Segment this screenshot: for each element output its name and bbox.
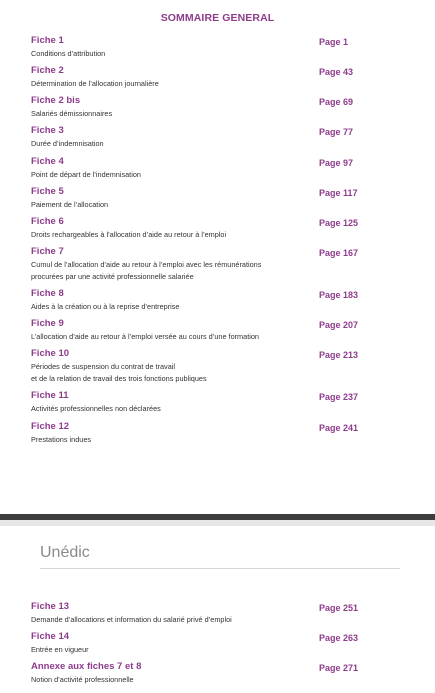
page-gap (0, 520, 435, 526)
toc-entry-description: Notion d’activité professionnelle (31, 675, 134, 684)
toc-entry-title[interactable]: Fiche 6 (31, 216, 64, 227)
toc-entry-title[interactable]: Fiche 4 (31, 156, 64, 167)
toc-entry-description: Cumul de l’allocation d’aide au retour à l’emploi avec les rémunérations (31, 260, 262, 269)
toc-entry[interactable] (31, 348, 361, 384)
toc-entry-title[interactable]: Fiche 13 (31, 601, 70, 612)
toc-entry-title[interactable]: Fiche 8 (31, 288, 64, 299)
toc-entry[interactable] (31, 95, 361, 120)
toc-page-number[interactable]: Page 237 (319, 391, 359, 402)
toc-page-number[interactable]: Page 241 (319, 422, 359, 433)
toc-entry-title[interactable]: Fiche 1 (31, 35, 64, 46)
toc-page-number[interactable]: Page 77 (319, 126, 354, 137)
toc-entry-description: Entrée en vigueur (31, 645, 89, 654)
toc-entry-description: Prestations indues (31, 435, 92, 444)
toc-page-number[interactable]: Page 69 (319, 96, 354, 107)
toc-entry-title[interactable]: Annexe aux fiches 7 et 8 (31, 661, 142, 672)
toc-entry[interactable] (31, 601, 361, 626)
header-rule (40, 568, 400, 569)
toc-entry-description: Activités professionnelles non déclarées (31, 404, 161, 413)
toc-entry-title[interactable]: Fiche 9 (31, 318, 64, 329)
toc-entry-description: Aides à la création ou à la reprise d’entreprise (31, 302, 180, 311)
toc-entry[interactable] (31, 186, 361, 211)
toc-page-number[interactable]: Page 167 (319, 247, 359, 258)
toc-entry-description: L’allocation d’aide au retour à l’emploi versée au cours d’une formation (31, 332, 259, 341)
toc-entry-description: procurées par une activité professionnelle salariée (31, 271, 194, 281)
toc-page-number[interactable]: Page 263 (319, 632, 359, 643)
toc-page-number[interactable]: Page 43 (319, 66, 354, 77)
toc-entry-title[interactable]: Fiche 7 (31, 246, 64, 257)
toc-entry-title[interactable]: Fiche 14 (31, 631, 70, 642)
toc-entry[interactable] (31, 288, 361, 313)
toc-entry-description: Droits rechargeables à l’allocation d’aide au retour à l’emploi (31, 230, 227, 239)
toc-entry-description: Demande d’allocations et information du salarié privé d’emploi (31, 615, 232, 624)
toc-entry[interactable] (31, 421, 361, 446)
toc-entry-title[interactable]: Fiche 3 (31, 125, 64, 136)
toc-entry[interactable] (31, 318, 361, 343)
toc-entry[interactable] (31, 156, 361, 181)
toc-page-number[interactable]: Page 251 (319, 602, 359, 613)
toc-entry[interactable] (31, 35, 361, 60)
toc-entry-title[interactable]: Fiche 11 (31, 390, 69, 401)
toc-entry[interactable] (31, 390, 361, 415)
toc-entry-description: Paiement de l’allocation (31, 200, 109, 209)
page-title: SOMMAIRE GENERAL (160, 12, 275, 24)
toc-entry[interactable] (31, 216, 361, 241)
toc-entry-description: et de la relation de travail des trois fonctions publiques (31, 373, 207, 383)
unedic-logo: Unédic (40, 544, 90, 561)
toc-page-number[interactable]: Page 207 (319, 319, 359, 330)
toc-entry-title[interactable]: Fiche 10 (31, 348, 70, 359)
toc-entry[interactable] (31, 246, 361, 282)
toc-entry[interactable] (31, 125, 361, 150)
toc-page-number[interactable]: Page 271 (319, 662, 359, 673)
toc-page-number[interactable]: Page 125 (319, 217, 359, 228)
toc-page-number[interactable]: Page 183 (319, 289, 359, 300)
toc-entry-description: Détermination de l’allocation journalière (31, 79, 159, 88)
toc-entry-description: Conditions d’attribution (31, 49, 106, 58)
toc-entry-description: Point de départ de l’indemnisation (31, 170, 141, 179)
toc-entry-title[interactable]: Fiche 12 (31, 421, 70, 432)
toc-entry-title[interactable]: Fiche 5 (31, 186, 64, 197)
toc-entry[interactable] (31, 631, 361, 656)
toc-entry-description: Salariés démissionnaires (31, 109, 113, 118)
toc-entry[interactable] (31, 661, 361, 686)
toc-entry-title[interactable]: Fiche 2 (31, 65, 64, 76)
toc-page-number[interactable]: Page 117 (319, 187, 358, 198)
toc-page-number[interactable]: Page 1 (319, 36, 349, 47)
toc-entry-title[interactable]: Fiche 2 bis (31, 95, 81, 106)
toc-page-number[interactable]: Page 97 (319, 157, 354, 168)
toc-entry-description: Durée d’indemnisation (31, 139, 104, 148)
toc-entry[interactable] (31, 65, 361, 90)
toc-page-number[interactable]: Page 213 (319, 349, 359, 360)
toc-entry-description: Périodes de suspension du contrat de travail (31, 362, 175, 371)
